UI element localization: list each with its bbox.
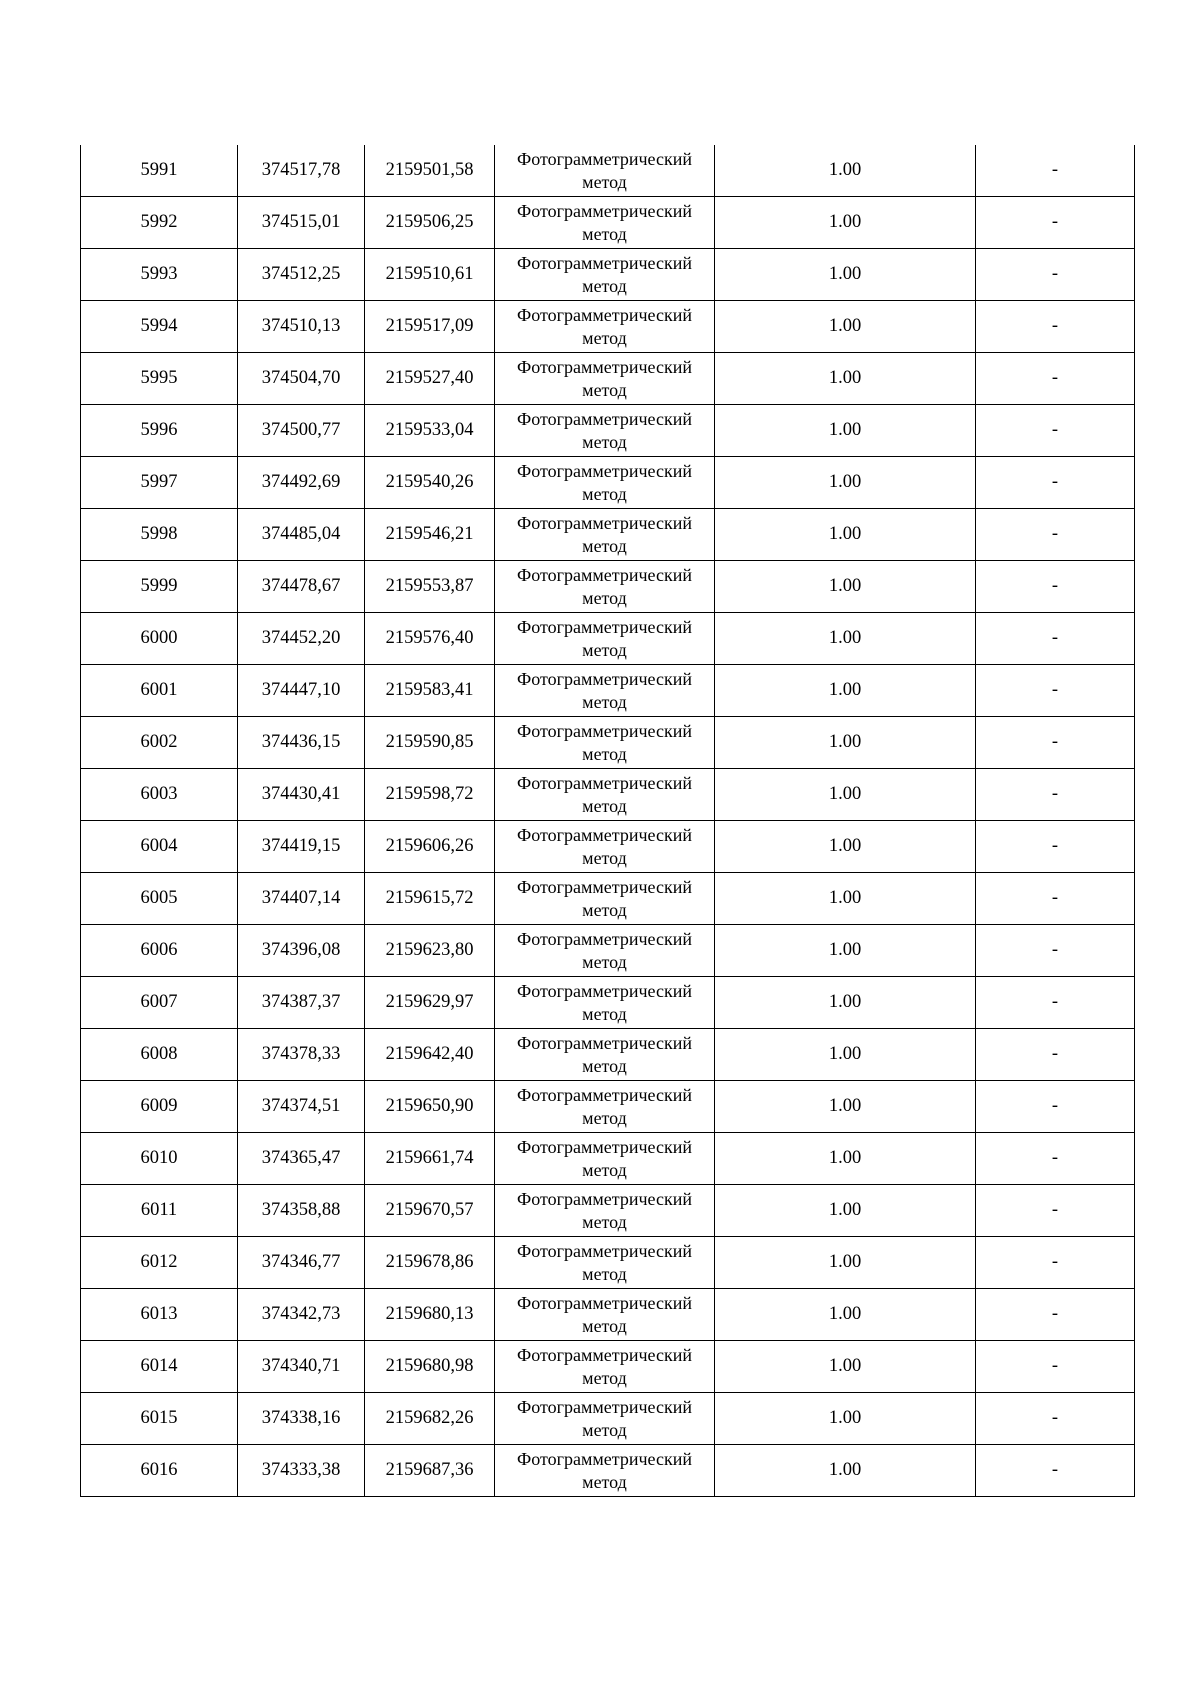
method-cell <box>495 197 715 249</box>
note-cell: - <box>976 249 1135 301</box>
method-text-line-2: метод <box>582 1055 627 1076</box>
x-coordinate-cell: 374452,20 <box>238 613 365 665</box>
point-number-cell: 6016 <box>81 1445 238 1497</box>
point-number-cell: 5994 <box>81 301 238 353</box>
method-text-line-2: метод <box>582 535 627 556</box>
table-row <box>81 769 1135 821</box>
y-coordinate-cell: 2159682,26 <box>365 1393 495 1445</box>
note-cell: - <box>976 925 1135 977</box>
x-coordinate-cell: 374447,10 <box>238 665 365 717</box>
table-row <box>81 1445 1135 1497</box>
x-coordinate-cell: 374338,16 <box>238 1393 365 1445</box>
method-cell <box>495 1237 715 1289</box>
accuracy-cell: 1.00 <box>715 1081 976 1133</box>
table-row <box>81 1393 1135 1445</box>
method-cell <box>495 821 715 873</box>
point-number-cell: 6010 <box>81 1133 238 1185</box>
method-text-line-1: Фотограмметрический <box>517 408 692 429</box>
method-text-line-2: метод <box>582 275 627 296</box>
method-text-line-1: Фотограмметрический <box>517 1032 692 1053</box>
accuracy-cell: 1.00 <box>715 1289 976 1341</box>
table-row <box>81 925 1135 977</box>
table-row <box>81 1029 1135 1081</box>
y-coordinate-cell: 2159501,58 <box>365 145 495 197</box>
x-coordinate-cell: 374342,73 <box>238 1289 365 1341</box>
accuracy-cell: 1.00 <box>715 301 976 353</box>
table-row <box>81 821 1135 873</box>
method-cell <box>495 1081 715 1133</box>
method-cell <box>495 665 715 717</box>
method-cell <box>495 925 715 977</box>
point-number-cell: 5995 <box>81 353 238 405</box>
method-text-line-2: метод <box>582 795 627 816</box>
table-row <box>81 1081 1135 1133</box>
method-text-line-1: Фотограмметрический <box>517 668 692 689</box>
method-text-line-2: метод <box>582 483 627 504</box>
method-cell <box>495 301 715 353</box>
method-text-line-2: метод <box>582 431 627 452</box>
accuracy-cell: 1.00 <box>715 405 976 457</box>
method-text-line-1: Фотограмметрический <box>517 1344 692 1365</box>
x-coordinate-cell: 374378,33 <box>238 1029 365 1081</box>
y-coordinate-cell: 2159506,25 <box>365 197 495 249</box>
note-cell: - <box>976 1289 1135 1341</box>
coordinates-table-body <box>81 145 1135 1497</box>
x-coordinate-cell: 374419,15 <box>238 821 365 873</box>
point-number-cell: 6006 <box>81 925 238 977</box>
accuracy-cell: 1.00 <box>715 1393 976 1445</box>
method-cell <box>495 1133 715 1185</box>
note-cell: - <box>976 821 1135 873</box>
table-row <box>81 1341 1135 1393</box>
method-cell <box>495 1445 715 1497</box>
method-text-line-2: метод <box>582 1315 627 1336</box>
method-text-line-1: Фотограмметрический <box>517 928 692 949</box>
accuracy-cell: 1.00 <box>715 457 976 509</box>
coordinates-table <box>80 145 1135 1497</box>
method-text-line-2: метод <box>582 951 627 972</box>
y-coordinate-cell: 2159670,57 <box>365 1185 495 1237</box>
method-text-line-1: Фотограмметрический <box>517 1084 692 1105</box>
accuracy-cell: 1.00 <box>715 821 976 873</box>
table-row <box>81 145 1135 197</box>
note-cell: - <box>976 509 1135 561</box>
method-text-line-1: Фотограмметрический <box>517 824 692 845</box>
accuracy-cell: 1.00 <box>715 1133 976 1185</box>
table-row <box>81 977 1135 1029</box>
method-cell <box>495 977 715 1029</box>
table-row <box>81 353 1135 405</box>
method-cell <box>495 769 715 821</box>
point-number-cell: 6009 <box>81 1081 238 1133</box>
note-cell: - <box>976 613 1135 665</box>
y-coordinate-cell: 2159583,41 <box>365 665 495 717</box>
x-coordinate-cell: 374430,41 <box>238 769 365 821</box>
table-row <box>81 665 1135 717</box>
table-row <box>81 301 1135 353</box>
method-text-line-1: Фотограмметрический <box>517 772 692 793</box>
note-cell: - <box>976 1237 1135 1289</box>
note-cell: - <box>976 301 1135 353</box>
method-cell <box>495 457 715 509</box>
point-number-cell: 6007 <box>81 977 238 1029</box>
x-coordinate-cell: 374340,71 <box>238 1341 365 1393</box>
note-cell: - <box>976 1445 1135 1497</box>
y-coordinate-cell: 2159687,36 <box>365 1445 495 1497</box>
y-coordinate-cell: 2159680,98 <box>365 1341 495 1393</box>
point-number-cell: 6014 <box>81 1341 238 1393</box>
method-text-line-1: Фотограмметрический <box>517 720 692 741</box>
x-coordinate-cell: 374387,37 <box>238 977 365 1029</box>
y-coordinate-cell: 2159642,40 <box>365 1029 495 1081</box>
point-number-cell: 5996 <box>81 405 238 457</box>
note-cell: - <box>976 717 1135 769</box>
accuracy-cell: 1.00 <box>715 1185 976 1237</box>
method-text-line-2: метод <box>582 1003 627 1024</box>
method-text-line-1: Фотограмметрический <box>517 200 692 221</box>
method-cell <box>495 717 715 769</box>
method-text-line-2: метод <box>582 1367 627 1388</box>
note-cell: - <box>976 561 1135 613</box>
method-text-line-1: Фотограмметрический <box>517 1292 692 1313</box>
y-coordinate-cell: 2159590,85 <box>365 717 495 769</box>
method-text-line-2: метод <box>582 327 627 348</box>
table-row <box>81 1133 1135 1185</box>
method-text-line-2: метод <box>582 379 627 400</box>
table-row <box>81 457 1135 509</box>
method-text-line-1: Фотограмметрический <box>517 1188 692 1209</box>
point-number-cell: 5991 <box>81 145 238 197</box>
note-cell: - <box>976 665 1135 717</box>
table-row <box>81 197 1135 249</box>
y-coordinate-cell: 2159615,72 <box>365 873 495 925</box>
method-cell <box>495 1341 715 1393</box>
note-cell: - <box>976 977 1135 1029</box>
method-cell <box>495 613 715 665</box>
accuracy-cell: 1.00 <box>715 665 976 717</box>
accuracy-cell: 1.00 <box>715 977 976 1029</box>
method-text-line-1: Фотограмметрический <box>517 980 692 1001</box>
accuracy-cell: 1.00 <box>715 769 976 821</box>
table-row <box>81 1289 1135 1341</box>
note-cell: - <box>976 1393 1135 1445</box>
accuracy-cell: 1.00 <box>715 873 976 925</box>
x-coordinate-cell: 374515,01 <box>238 197 365 249</box>
x-coordinate-cell: 374407,14 <box>238 873 365 925</box>
method-text-line-1: Фотограмметрический <box>517 1240 692 1261</box>
accuracy-cell: 1.00 <box>715 1341 976 1393</box>
method-text-line-1: Фотограмметрический <box>517 564 692 585</box>
x-coordinate-cell: 374504,70 <box>238 353 365 405</box>
accuracy-cell: 1.00 <box>715 197 976 249</box>
y-coordinate-cell: 2159606,26 <box>365 821 495 873</box>
y-coordinate-cell: 2159517,09 <box>365 301 495 353</box>
method-cell <box>495 1029 715 1081</box>
method-text-line-1: Фотограмметрический <box>517 616 692 637</box>
x-coordinate-cell: 374510,13 <box>238 301 365 353</box>
y-coordinate-cell: 2159527,40 <box>365 353 495 405</box>
table-row <box>81 1237 1135 1289</box>
accuracy-cell: 1.00 <box>715 353 976 405</box>
method-text-line-2: метод <box>582 847 627 868</box>
method-text-line-1: Фотограмметрический <box>517 304 692 325</box>
point-number-cell: 6015 <box>81 1393 238 1445</box>
method-text-line-1: Фотограмметрический <box>517 356 692 377</box>
x-coordinate-cell: 374374,51 <box>238 1081 365 1133</box>
method-text-line-1: Фотограмметрический <box>517 252 692 273</box>
y-coordinate-cell: 2159623,80 <box>365 925 495 977</box>
table-row <box>81 405 1135 457</box>
method-text-line-1: Фотограмметрический <box>517 876 692 897</box>
method-cell <box>495 1393 715 1445</box>
point-number-cell: 6000 <box>81 613 238 665</box>
x-coordinate-cell: 374512,25 <box>238 249 365 301</box>
note-cell: - <box>976 1133 1135 1185</box>
y-coordinate-cell: 2159629,97 <box>365 977 495 1029</box>
accuracy-cell: 1.00 <box>715 717 976 769</box>
note-cell: - <box>976 457 1135 509</box>
method-text-line-1: Фотограмметрический <box>517 512 692 533</box>
note-cell: - <box>976 769 1135 821</box>
point-number-cell: 6008 <box>81 1029 238 1081</box>
x-coordinate-cell: 374396,08 <box>238 925 365 977</box>
point-number-cell: 5999 <box>81 561 238 613</box>
accuracy-cell: 1.00 <box>715 249 976 301</box>
x-coordinate-cell: 374333,38 <box>238 1445 365 1497</box>
accuracy-cell: 1.00 <box>715 1029 976 1081</box>
note-cell: - <box>976 1341 1135 1393</box>
method-cell <box>495 873 715 925</box>
note-cell: - <box>976 405 1135 457</box>
method-text-line-2: метод <box>582 899 627 920</box>
method-text-line-2: метод <box>582 1419 627 1440</box>
note-cell: - <box>976 1185 1135 1237</box>
note-cell: - <box>976 873 1135 925</box>
point-number-cell: 6013 <box>81 1289 238 1341</box>
method-cell <box>495 1289 715 1341</box>
method-text-line-2: метод <box>582 1471 627 1492</box>
y-coordinate-cell: 2159553,87 <box>365 561 495 613</box>
method-cell <box>495 561 715 613</box>
method-text-line-1: Фотограмметрический <box>517 148 692 169</box>
x-coordinate-cell: 374478,67 <box>238 561 365 613</box>
accuracy-cell: 1.00 <box>715 509 976 561</box>
accuracy-cell: 1.00 <box>715 1445 976 1497</box>
method-cell <box>495 1185 715 1237</box>
x-coordinate-cell: 374358,88 <box>238 1185 365 1237</box>
method-cell <box>495 509 715 561</box>
accuracy-cell: 1.00 <box>715 561 976 613</box>
point-number-cell: 5992 <box>81 197 238 249</box>
method-text-line-2: метод <box>582 171 627 192</box>
method-text-line-1: Фотограмметрический <box>517 1136 692 1157</box>
y-coordinate-cell: 2159576,40 <box>365 613 495 665</box>
method-text-line-2: метод <box>582 743 627 764</box>
y-coordinate-cell: 2159598,72 <box>365 769 495 821</box>
accuracy-cell: 1.00 <box>715 1237 976 1289</box>
x-coordinate-cell: 374436,15 <box>238 717 365 769</box>
note-cell: - <box>976 145 1135 197</box>
method-cell <box>495 249 715 301</box>
table-row <box>81 509 1135 561</box>
x-coordinate-cell: 374485,04 <box>238 509 365 561</box>
x-coordinate-cell: 374500,77 <box>238 405 365 457</box>
accuracy-cell: 1.00 <box>715 145 976 197</box>
table-row <box>81 613 1135 665</box>
table-row <box>81 717 1135 769</box>
note-cell: - <box>976 197 1135 249</box>
method-text-line-1: Фотограмметрический <box>517 1448 692 1469</box>
y-coordinate-cell: 2159533,04 <box>365 405 495 457</box>
method-cell <box>495 145 715 197</box>
table-row <box>81 1185 1135 1237</box>
x-coordinate-cell: 374365,47 <box>238 1133 365 1185</box>
point-number-cell: 6005 <box>81 873 238 925</box>
y-coordinate-cell: 2159680,13 <box>365 1289 495 1341</box>
y-coordinate-cell: 2159661,74 <box>365 1133 495 1185</box>
method-text-line-2: метод <box>582 1159 627 1180</box>
x-coordinate-cell: 374346,77 <box>238 1237 365 1289</box>
method-cell <box>495 405 715 457</box>
point-number-cell: 6011 <box>81 1185 238 1237</box>
note-cell: - <box>976 1081 1135 1133</box>
method-text-line-1: Фотограмметрический <box>517 1396 692 1417</box>
method-text-line-2: метод <box>582 691 627 712</box>
point-number-cell: 6012 <box>81 1237 238 1289</box>
method-text-line-2: метод <box>582 587 627 608</box>
accuracy-cell: 1.00 <box>715 613 976 665</box>
method-text-line-2: метод <box>582 1211 627 1232</box>
x-coordinate-cell: 374492,69 <box>238 457 365 509</box>
method-text-line-2: метод <box>582 639 627 660</box>
method-text-line-2: метод <box>582 1263 627 1284</box>
x-coordinate-cell: 374517,78 <box>238 145 365 197</box>
y-coordinate-cell: 2159510,61 <box>365 249 495 301</box>
table-row <box>81 561 1135 613</box>
point-number-cell: 5993 <box>81 249 238 301</box>
table-row <box>81 873 1135 925</box>
accuracy-cell: 1.00 <box>715 925 976 977</box>
method-text-line-2: метод <box>582 223 627 244</box>
point-number-cell: 5998 <box>81 509 238 561</box>
y-coordinate-cell: 2159650,90 <box>365 1081 495 1133</box>
point-number-cell: 6003 <box>81 769 238 821</box>
note-cell: - <box>976 1029 1135 1081</box>
point-number-cell: 6004 <box>81 821 238 873</box>
method-text-line-2: метод <box>582 1107 627 1128</box>
table-row <box>81 249 1135 301</box>
point-number-cell: 6001 <box>81 665 238 717</box>
method-text-line-1: Фотограмметрический <box>517 460 692 481</box>
point-number-cell: 5997 <box>81 457 238 509</box>
note-cell: - <box>976 353 1135 405</box>
y-coordinate-cell: 2159546,21 <box>365 509 495 561</box>
y-coordinate-cell: 2159540,26 <box>365 457 495 509</box>
method-cell <box>495 353 715 405</box>
y-coordinate-cell: 2159678,86 <box>365 1237 495 1289</box>
point-number-cell: 6002 <box>81 717 238 769</box>
